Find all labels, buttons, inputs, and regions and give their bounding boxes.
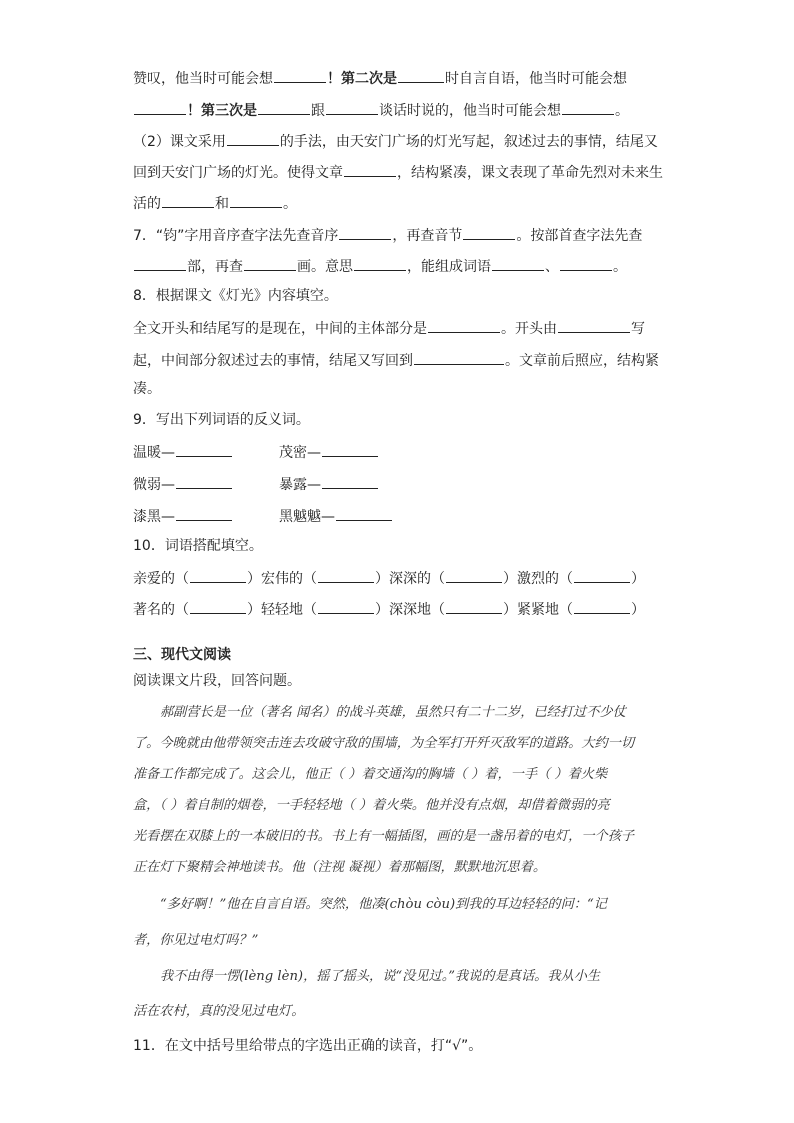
answer-blank[interactable] — [318, 568, 374, 583]
answer-blank[interactable] — [190, 568, 246, 583]
q6-text: 回到天安门广场的灯光。使得文章 — [133, 165, 343, 181]
q6-text: 跟 — [311, 103, 325, 119]
answer-blank[interactable] — [398, 68, 444, 83]
q6-text: ！第二次是 — [327, 71, 397, 87]
q9-title: 9．写出下列词语的反义词。 — [133, 412, 310, 428]
q6-text: 和 — [215, 196, 229, 212]
q10-title: 10．词语搭配填空。 — [133, 538, 263, 554]
q7-text: 画。意思 — [297, 259, 353, 275]
q8-text: 写 — [631, 321, 645, 337]
q6-line-3 — [133, 131, 658, 151]
answer-blank[interactable] — [162, 193, 214, 208]
answer-blank[interactable] — [176, 442, 232, 457]
reading-line: 光看摆在双膝上的一本破旧的书。书上有一幅插图，画的是一盏吊着的电灯，一个孩子 — [133, 829, 635, 844]
q7-line-1 — [133, 225, 642, 245]
q6-text: ！第三次是 — [187, 103, 257, 119]
q7-line-2 — [133, 256, 627, 276]
q8-line-3: 凑。 — [133, 381, 161, 397]
q7-text: ，能组成词语 — [407, 259, 491, 275]
q7-text: 。 — [613, 259, 627, 275]
q6-text: 谈话时说的，他当时可能会想 — [379, 103, 561, 119]
answer-blank[interactable] — [446, 568, 502, 583]
reading-line: 我不由得一愣(lèng lèn)，摇了摇头，说“没见过。”我说的是真话。我从小生 — [160, 969, 601, 984]
q7-text: 7．“钧”字用音序查字法先查音序 — [133, 228, 339, 244]
answer-blank[interactable] — [244, 256, 296, 271]
answer-blank[interactable] — [560, 256, 612, 271]
q7-text: ，再查音节 — [392, 228, 463, 244]
reading-line: 者，你见过电灯吗？” — [133, 933, 259, 948]
q6-text: 赞叹，他当时可能会想 — [133, 71, 273, 87]
q8-line-2 — [133, 350, 659, 370]
q6-text: 活的 — [133, 196, 161, 212]
q6-line-2 — [133, 100, 629, 120]
answer-blank[interactable] — [318, 599, 374, 614]
q8-text: 。文章前后照应，结构紧 — [505, 353, 659, 369]
antonym-item: 黑魆魆— — [279, 506, 393, 526]
answer-blank[interactable] — [176, 506, 232, 521]
answer-blank[interactable] — [562, 100, 614, 115]
answer-blank[interactable] — [354, 256, 406, 271]
q10-row-2: 著名的（ ）轻轻地（ ）深深地（ ）紧紧地（ ） — [133, 599, 645, 619]
q6-text: （2）课文采用 — [133, 134, 226, 150]
answer-blank[interactable] — [227, 131, 279, 146]
answer-blank[interactable] — [558, 318, 630, 333]
answer-blank[interactable] — [230, 193, 282, 208]
antonym-item: 微弱— — [133, 474, 233, 494]
q8-text: 起，中间部分叙述过去的事情，结尾又写回到 — [133, 353, 413, 369]
answer-blank[interactable] — [258, 100, 310, 115]
q8-line-1 — [133, 318, 645, 338]
answer-blank[interactable] — [414, 350, 504, 365]
q11-title: 11．在文中括号里给带点的字选出正确的读音，打“√”。 — [133, 1038, 483, 1054]
answer-blank[interactable] — [326, 100, 378, 115]
answer-blank[interactable] — [274, 68, 326, 83]
q6-line-1 — [133, 68, 627, 88]
q6-line-4 — [133, 162, 663, 182]
reading-line: 活在农村，真的没见过电灯。 — [133, 1004, 305, 1019]
section-instruction: 阅读课文片段，回答问题。 — [133, 673, 301, 689]
q10-row-1: 亲爱的（ ）宏伟的（ ）深深的（ ）激烈的（ ） — [133, 568, 645, 588]
reading-line: 正在灯下聚精会神地读书。他（注视 凝视）着那幅图，默默地沉思着。 — [133, 860, 547, 875]
antonym-item: 茂密— — [279, 442, 379, 462]
answer-blank[interactable] — [574, 568, 630, 583]
answer-blank[interactable] — [336, 506, 392, 521]
q6-line-5 — [133, 193, 297, 213]
q7-text: 、 — [545, 259, 559, 275]
q6-text: 时自言自语，他当时可能会想 — [445, 71, 627, 87]
reading-line: 了。今晚就由他带领突击连去攻破守敌的围墙，为全军打开歼灭敌军的道路。大约一切 — [133, 736, 635, 751]
q8-title: 8．根据课文《灯光》内容填空。 — [133, 288, 338, 304]
answer-blank[interactable] — [344, 162, 396, 177]
q8-text: 全文开头和结尾写的是现在，中间的主体部分是 — [133, 321, 427, 337]
answer-blank[interactable] — [322, 442, 378, 457]
q6-text: 。 — [615, 103, 629, 119]
answer-blank[interactable] — [134, 100, 186, 115]
reading-line: 盒，（ ）着自制的烟卷，一手轻轻地（ ）着火柴。他并没有点烟，却借着微弱的亮 — [133, 798, 610, 813]
antonym-item: 暴露— — [279, 474, 379, 494]
answer-blank[interactable] — [322, 474, 378, 489]
answer-blank[interactable] — [190, 599, 246, 614]
q6-text: ，结构紧凑，课文表现了革命先烈对未来生 — [397, 165, 663, 181]
q8-text: 。开头由 — [501, 321, 557, 337]
answer-blank[interactable] — [134, 256, 186, 271]
antonym-item: 温暖— — [133, 442, 233, 462]
answer-blank[interactable] — [574, 599, 630, 614]
answer-blank[interactable] — [339, 225, 391, 240]
reading-line: 准备工作都完成了。这会儿，他正（ ）着交通沟的胸墙（ ）着，一手（ ）着火柴 — [133, 767, 608, 782]
q7-text: 。按部首查字法先查 — [516, 228, 643, 244]
q6-text: 。 — [283, 196, 297, 212]
antonym-item: 漆黑— — [133, 506, 233, 526]
section-heading: 三、现代文阅读 — [133, 647, 231, 663]
q7-text: 部，再查 — [187, 259, 243, 275]
answer-blank[interactable] — [463, 225, 515, 240]
answer-blank[interactable] — [492, 256, 544, 271]
answer-blank[interactable] — [428, 318, 500, 333]
reading-line: 郝副营长是一位（著名 闻名）的战斗英雄，虽然只有二十二岁，已经打过不少仗 — [160, 705, 626, 720]
reading-line: “多好啊！”他在自言自语。突然，他凑(chòu còu)到我的耳边轻轻的问：“记 — [160, 897, 607, 912]
answer-blank[interactable] — [446, 599, 502, 614]
q6-text: 的手法，由天安门广场的灯光写起，叙述过去的事情，结尾又 — [279, 134, 658, 150]
answer-blank[interactable] — [176, 474, 232, 489]
